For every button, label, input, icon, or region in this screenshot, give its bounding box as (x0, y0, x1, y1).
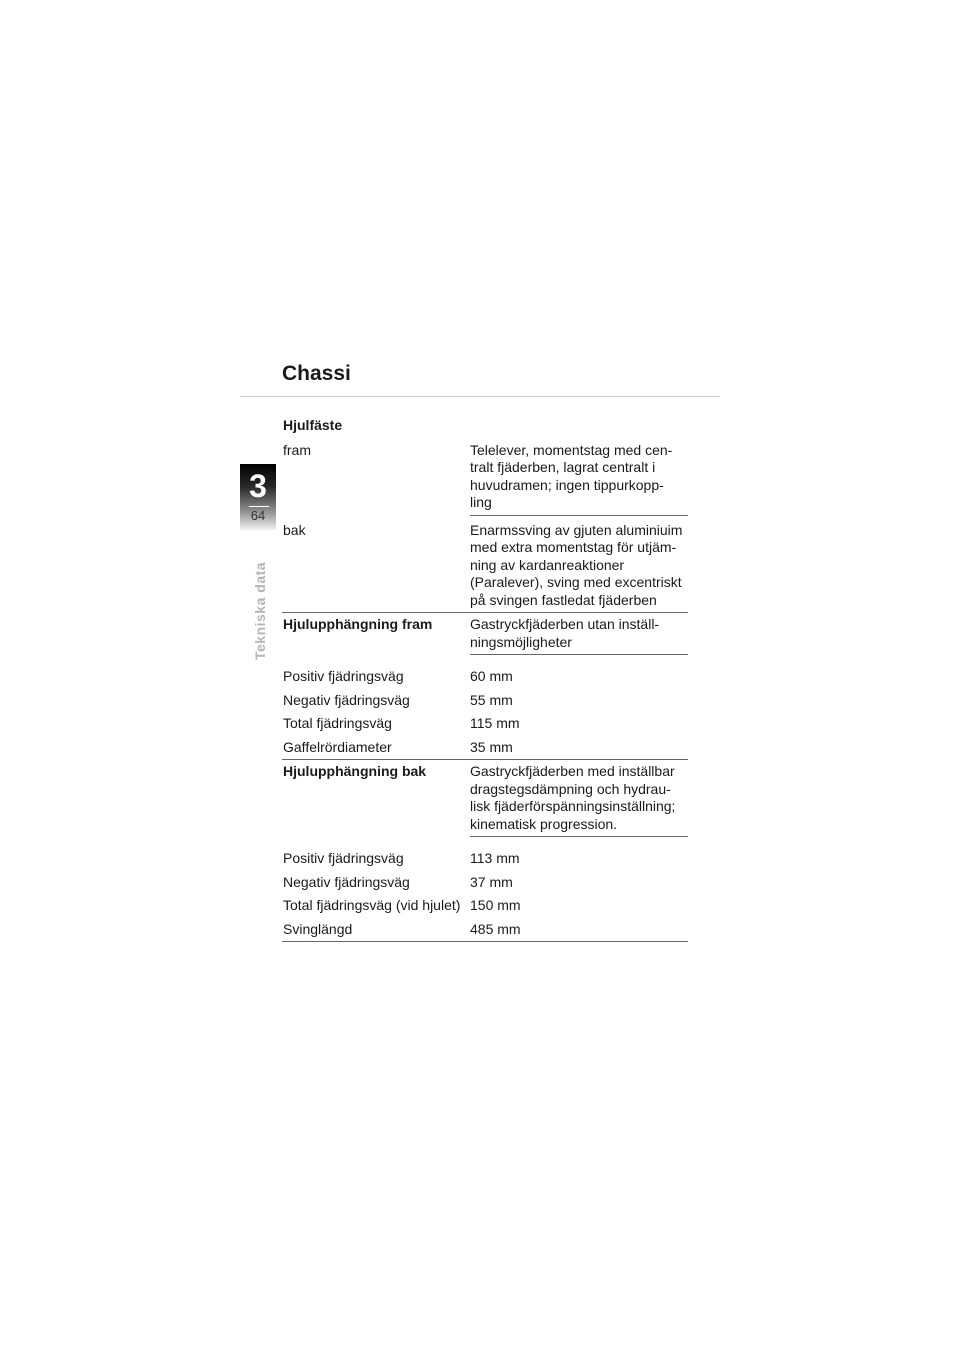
chapter-number: 3 (249, 468, 267, 504)
spec-row-front-suspension-heading (282, 613, 688, 658)
chapter-side-label: Tekniska data (252, 561, 268, 660)
spec-value: Gastryckfjäderben utan inställ- ningsmöjligheter (470, 616, 688, 655)
spec-label: Positiv fjädringsväg (283, 850, 404, 866)
spec-value: Enarmssving av gjuten aluminiuim med extra momentstag för utjäm- ning av kardanreaktioner (Paralever), sving med excentriskt på svingen fastledat fjäderben (470, 521, 683, 608)
title-divider (240, 396, 720, 397)
spec-label: Svinglängd (283, 920, 353, 937)
table-row (282, 871, 688, 895)
spec-value: 113 mm (470, 850, 520, 866)
spec-row-rear-suspension-heading (282, 760, 688, 840)
spec-value: Telelever, momentstag med cen- tralt fjäderben, lagrat centralt i huvudramen; ingen tippurkopp- ling (470, 442, 688, 516)
spec-value: 150 mm (470, 897, 521, 913)
section-heading-rear-suspension: Hjulupphängning bak (283, 763, 427, 779)
spec-label: fram (283, 441, 311, 458)
chapter-tab (240, 464, 276, 530)
spec-label: Total fjädringsväg (vid hjulet) (283, 897, 461, 913)
table-row (282, 736, 688, 761)
spec-value: 60 mm (470, 668, 513, 684)
spec-label: Positiv fjädringsväg (283, 668, 404, 684)
table-row (282, 847, 688, 871)
spec-label: Negativ fjädringsväg (283, 691, 410, 708)
section-heading-wheel-mount: Hjulfäste (283, 417, 343, 433)
chapter-divider (249, 506, 269, 507)
table-row (282, 665, 688, 689)
spec-value: 115 mm (470, 715, 520, 731)
page-title: Chassi (282, 362, 351, 385)
table-row (282, 689, 688, 713)
spec-value: 55 mm (470, 691, 513, 708)
table-row (282, 712, 688, 736)
spec-label: Total fjädringsväg (283, 715, 392, 731)
table-row (282, 918, 688, 943)
table-row (282, 894, 688, 918)
spec-value: 485 mm (470, 920, 521, 937)
spec-label: Gaffelrördiameter (283, 738, 392, 755)
page-number: 64 (250, 508, 266, 523)
spec-value: 35 mm (470, 738, 513, 755)
section-heading-front-suspension: Hjulupphängning fram (283, 616, 433, 632)
spec-row-front (282, 439, 688, 519)
spec-value: 37 mm (470, 873, 513, 890)
spec-label: Negativ fjädringsväg (283, 873, 410, 890)
spec-label: bak (283, 521, 306, 538)
spec-row-rear (282, 519, 688, 614)
spec-value: Gastryckfjäderben med inställbar dragstegsdämpning och hydrau- lisk fjäderförspänningsinställning; kinematisk progression. (470, 763, 688, 837)
spec-table (282, 414, 688, 942)
